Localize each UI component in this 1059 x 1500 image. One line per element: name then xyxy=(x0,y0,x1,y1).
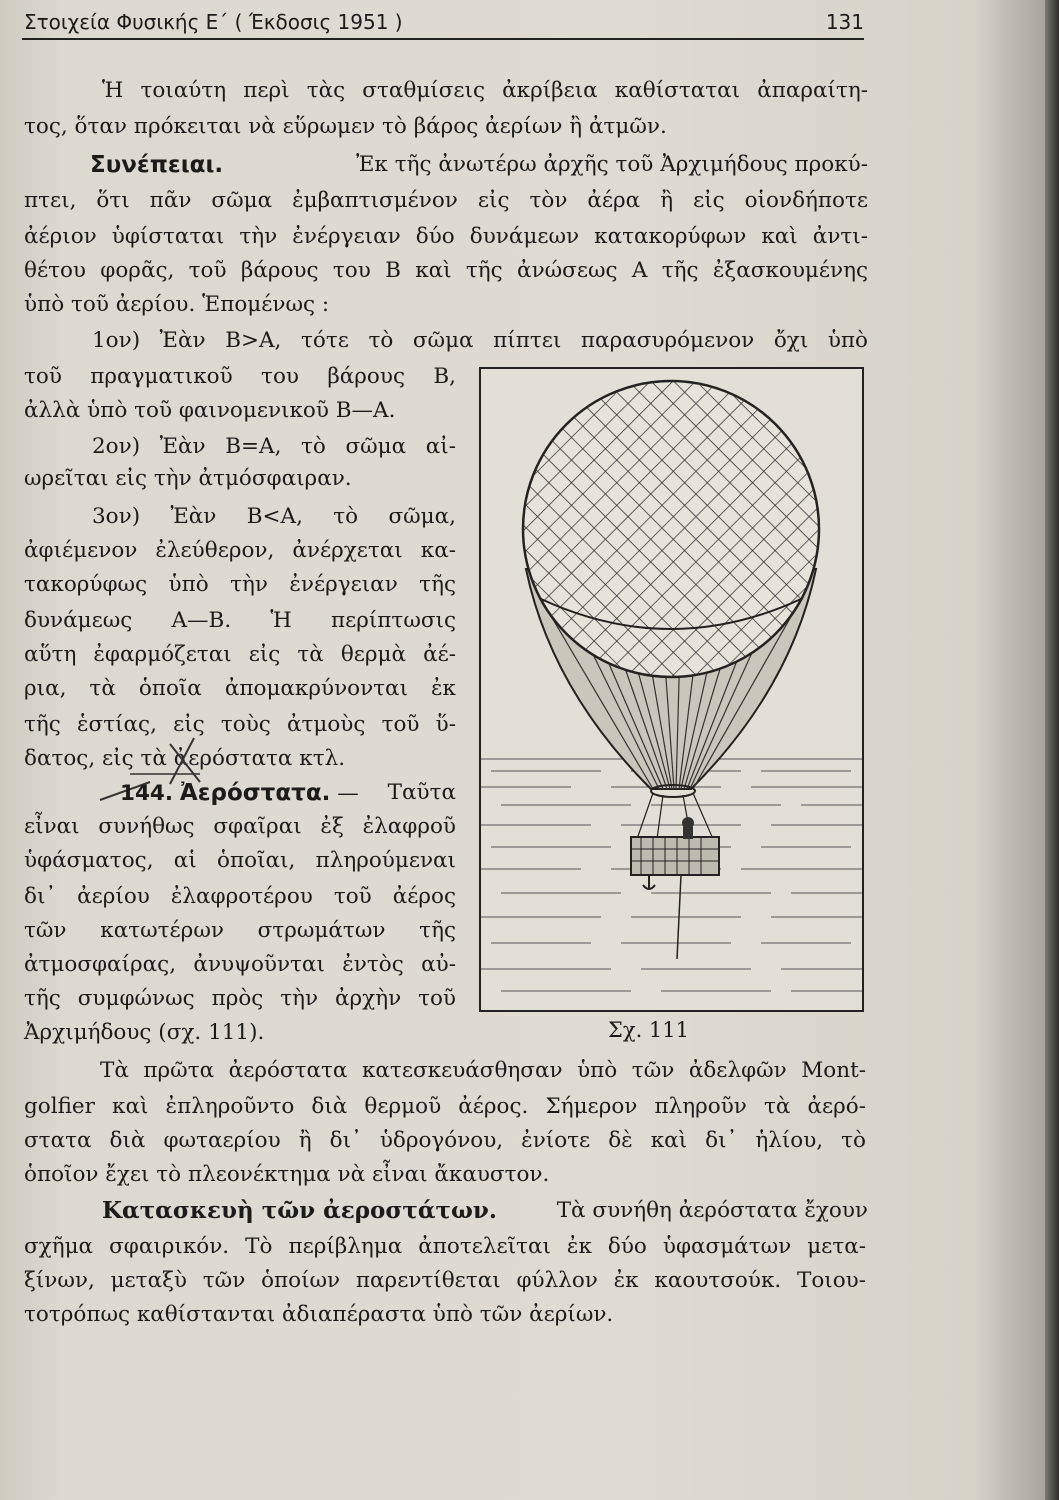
text-line: 1ον) Ἐὰν Β>Α, τότε τὸ σῶμα πίπτει παρασυρόμενον ὄχι ὑπὸ xyxy=(92,328,868,353)
text-line: ἀτμοσφαίρας, ἀνυψοῦνται ἐντὸς αὐ- xyxy=(24,952,456,977)
text-line: στατα διὰ φωταερίου ἢ δι᾽ ὑδρογόνου, ἐνίοτε δὲ καὶ δι᾽ ἡλίου, τὸ xyxy=(24,1128,866,1153)
hot-air-balloon-icon xyxy=(481,369,862,1010)
text-line: θέτου φορᾶς, τοῦ βάρους του Β καὶ τῆς ἀνώσεως Α τῆς ἐξασκουμένης xyxy=(24,258,868,283)
construction-first-line xyxy=(102,1196,868,1226)
text-line: Ἡ τοιαύτη περὶ τὰς σταθμίσεις ἀκρίβεια καθίσταται ἀπαραίτη- xyxy=(102,78,868,103)
consequences-first-line xyxy=(90,150,868,180)
text-line: εἶναι συνήθως σφαῖραι ἐξ ἐλαφροῦ xyxy=(24,814,456,839)
text-line: πτει, ὅτι πᾶν σῶμα ἐμβαπτισμένον εἰς τὸν ἀέρα ἢ εἰς οἱονδήποτε xyxy=(24,188,868,213)
section-number: 144. xyxy=(120,781,174,806)
running-header xyxy=(24,6,864,36)
running-title: Στοιχεία Φυσικής Ε΄ ( Έκδοσις 1951 ) xyxy=(24,10,403,34)
text-line: τῶν κατωτέρων στρωμάτων τῆς xyxy=(24,918,456,943)
text-line: σχῆμα σφαιρικόν. Τὸ περίβλημα ἀποτελεῖται ἐκ δύο ὑφασμάτων μετα- xyxy=(24,1234,866,1259)
aerostats-first-line xyxy=(120,778,456,809)
text-line: ἀλλὰ ὑπὸ τοῦ φαινομενικοῦ Β—Α. xyxy=(24,398,396,423)
text-line: 3ον) Ἐὰν Β<Α, τὸ σῶμα, xyxy=(92,504,456,529)
text-line: Ταῦτα xyxy=(387,780,456,805)
heading-dash: — xyxy=(337,781,359,806)
text-line: Ἐκ τῆς ἀνωτέρω ἀρχῆς τοῦ Ἀρχιμήδους προκύ- xyxy=(356,152,868,177)
text-line: ωρεῖται εἰς τὴν ἀτμόσφαιραν. xyxy=(24,466,352,491)
text-line: ὁποῖον ἔχει τὸ πλεονέκτημα νὰ εἶναι ἄκαυστον. xyxy=(24,1162,550,1187)
text-line: 2ον) Ἐὰν Β=Α, τὸ σῶμα αἰ- xyxy=(92,434,456,459)
text-line: ρια, τὰ ὁποῖα ἀπομακρύνονται ἐκ xyxy=(24,676,456,701)
text-line: ἀέριον ὑφίσταται τὴν ἐνέργειαν δύο δυνάμεων κατακορύφων καὶ ἀντι- xyxy=(24,224,868,249)
text-line: τος, ὅταν πρόκειται νὰ εὕρωμεν τὸ βάρος ἀερίων ἢ ἀτμῶν. xyxy=(24,114,667,139)
text-line: ξίνων, μεταξὺ τῶν ὁποίων παρεντίθεται φύλλον ἐκ καουτσούκ. Τοιου- xyxy=(24,1268,866,1293)
text-line: Τὰ συνήθη ἀερόστατα ἔχουν xyxy=(556,1198,868,1223)
text-line: δι᾽ ἀερίου ἐλαφροτέρου τοῦ ἀέρος xyxy=(24,884,456,909)
text-line: Τὰ πρῶτα ἀερόστατα κατεσκευάσθησαν ὑπὸ τῶν ἀδελφῶν Mont- xyxy=(100,1058,866,1083)
text-line: ὑπὸ τοῦ ἀερίου. Ἑπομένως : xyxy=(24,292,330,317)
consequences-heading: Συνέπειαι. xyxy=(90,152,224,178)
text-line: αὕτη ἐφαρμόζεται εἰς τὰ θερμὰ ἀέ- xyxy=(24,642,456,667)
text-line: ὑφάσματος, αἱ ὁποῖαι, πληρούμεναι xyxy=(24,848,456,873)
text-line: τακορύφως ὑπὸ τὴν ἐνέργειαν τῆς xyxy=(24,572,456,597)
page-edge-shadow xyxy=(1045,0,1059,1500)
construction-heading: Κατασκευὴ τῶν ἀεροστάτων. xyxy=(102,1197,497,1224)
text-line: δυνάμεως Α—Β. Ἡ περίπτωσις xyxy=(24,608,456,633)
text-line: golfier καὶ ἐπληροῦντο διὰ θερμοῦ ἀέρος. Σήμερον πληροῦν τὰ ἀερό- xyxy=(24,1094,866,1119)
page-number: 131 xyxy=(825,10,864,34)
text-line: τῆς ἑστίας, εἰς τοὺς ἀτμοὺς τοῦ ὕ- xyxy=(24,712,456,737)
text-line: τῆς συμφώνως πρὸς τὴν ἀρχὴν τοῦ xyxy=(24,986,456,1011)
text-line: Ἀρχιμήδους (σχ. 111). xyxy=(24,1020,265,1045)
text-line: δατος, εἰς τὰ ἀερόστατα κτλ. xyxy=(24,746,346,771)
text-line: τοτρόπως καθίστανται ἀδιαπέραστα ὑπὸ τῶν ἀερίων. xyxy=(24,1302,614,1327)
text-line: ἀφιέμενον ἐλεύθερον, ἀνέρχεται κα- xyxy=(24,538,456,563)
text-line: τοῦ πραγματικοῦ του βάρους Β, xyxy=(24,364,456,389)
figure-frame xyxy=(479,367,864,1012)
aerostats-heading: Ἀερόστατα. xyxy=(179,780,331,806)
header-rule xyxy=(22,38,864,40)
figure-caption: Σχ. 111 xyxy=(608,1018,690,1042)
